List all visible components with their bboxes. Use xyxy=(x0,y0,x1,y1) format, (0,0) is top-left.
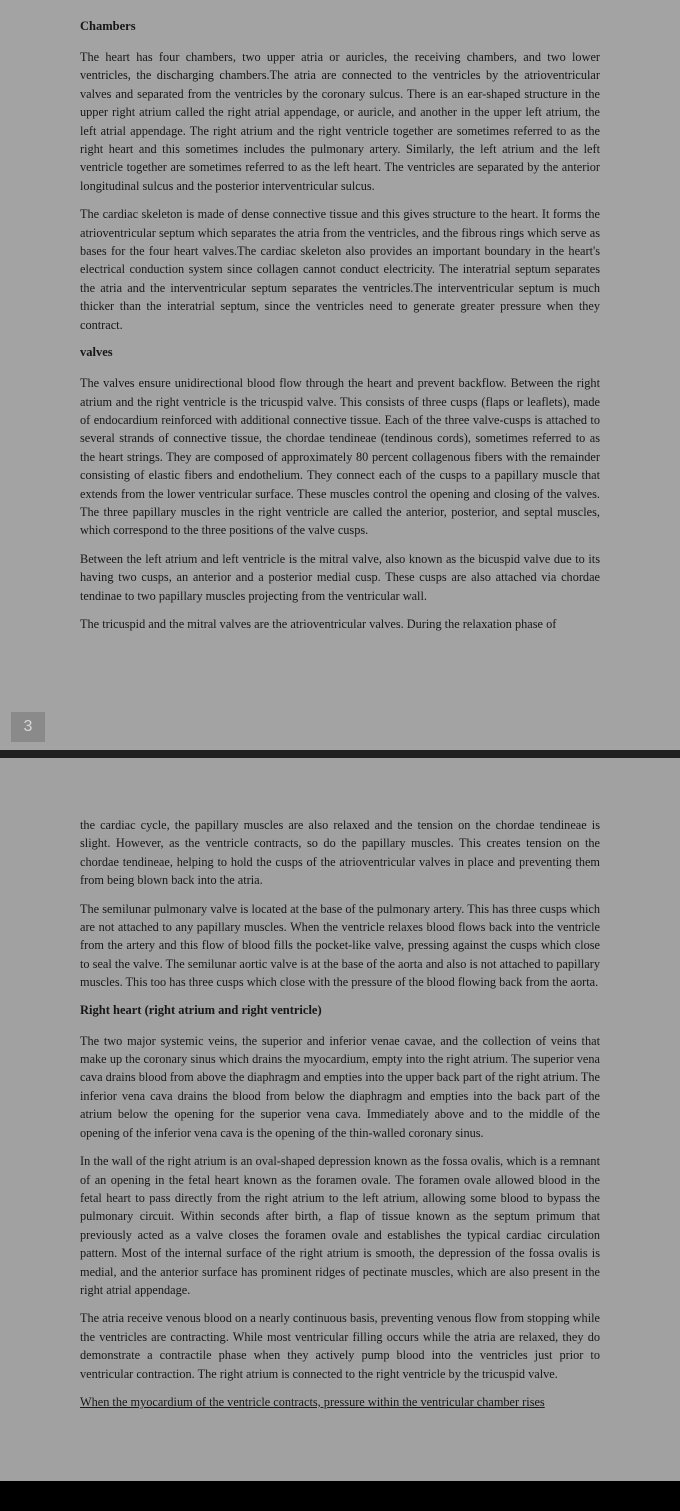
paragraph-cardiac-skeleton: The cardiac skeleton is made of dense connective tissue and this gives structure to the heart. It forms the atrioventricular septum which separates the atria from the ventricles, and the fibrous rings which serve as bases for the four heart valves.The cardiac skeleton also provides an important boundary in the heart's electrical conduction system since collagen cannot conduct electricity. The interatrial septum separates the atria and the interventricular septum separates the ventricles.The interventricular septum is much thicker than the interatrial septum, since the ventricles need to generate greater pressure when they contract. xyxy=(80,207,600,332)
paragraph-mitral-valve: Between the left atrium and left ventricle is the mitral valve, also known as the bicuspid valve due to its having two cusps, an anterior and a posterior medial cusp. These cusps are also attached via chordae tendinae to two papillary muscles projecting from the ventricular wall. xyxy=(80,551,600,603)
paragraph-semilunar-valves: The semilunar pulmonary valve is located at the base of the pulmonary artery. This has three cusps which are not attached to any papillary muscles. When the ventricle relaxes blood flows back into the ventricle from the artery and this flow of blood fills the pocket-like valve, pressing against the cusps which close to seal the valve. The semilunar aortic valve is at the base of the aorta and also is not attached to papillary muscles. This too has three cusps which close with the pressure of the blood flowing back from the aorta. xyxy=(80,901,600,990)
paragraph-cut-off: When the myocardium of the ventricle contracts, pressure within the ventricular chamber rises xyxy=(80,1394,545,1409)
paragraph-tricuspid-valve: The valves ensure unidirectional blood flow through the heart and prevent backflow. Between the right atrium and the right ventricle is the tricuspid valve. This consists of three cusps (flaps or leaflets), made of endocardium reinforced with additional connective tissue. Each of the three valve-cusps is attached to several strands of connective tissue, the chordae tendineae (tendinous cords), sometimes referred to as the heart strings. They are composed of approximately 80 percent collagenous fibers with the remainder consisting of elastic fibers and endothelium. They connect each of the cusps to a papillary muscle that extends from the lower ventricular surface. These muscles control the opening and closing of the valves. The three papillary muscles in the right ventricle are called the anterior, posterior, and septal muscles, which correspond to the three positions of the valve cusps. xyxy=(80,376,600,538)
page-divider xyxy=(0,750,680,758)
document-page-bottom xyxy=(0,758,680,1481)
heading-valves: valves xyxy=(80,345,113,360)
document-page-top xyxy=(0,0,680,750)
heading-chambers: Chambers xyxy=(80,19,136,33)
paragraph-atria-filling: The atria receive venous blood on a nearly continuous basis, preventing venous flow from stopping while the ventricles are contracting. While most ventricular filling occurs while the atria are relaxed, they do demonstrate a contractile phase when they actively pump blood into the ventricles just prior to ventricular contraction. The right atrium is connected to the right ventricle by the tricuspid valve. xyxy=(80,1311,600,1381)
heading-right-heart: Right heart (right atrium and right ventricle) xyxy=(80,1002,322,1017)
paragraph-fossa-ovalis: In the wall of the right atrium is an oval-shaped depression known as the fossa ovalis, which is a remnant of an opening in the fetal heart known as the foramen ovale. The foramen ovale allowed blood in the fetal heart to pass directly from the right atrium to the left atrium, allowing some blood to bypass the pulmonary circuit. Within seconds after birth, a flap of tissue known as the septum primum that previously acted as a valve closes the foramen ovale and establishes the typical cardiac circulation pattern. Most of the internal surface of the right atrium is smooth, the depression of the fossa ovalis is medial, and the anterior surface has prominent ridges of pectinate muscles, which are also present in the right atrial appendage. xyxy=(80,1154,600,1297)
paragraph-chambers: The heart has four chambers, two upper atria or auricles, the receiving chambers, and two lower ventricles, the discharging chambers.The atria are connected to the ventricles by the atrioventricular valves and separated from the ventricles by the coronary sulcus. There is an ear-shaped structure in the upper right atrium called the right atrial appendage, or auricle, and another in the upper left atrium, the left atrial appendage. The right atrium and the right ventricle together are sometimes referred to as the right heart and this sometimes includes the pulmonary artery. Similarly, the left atrium and the left ventricle together are sometimes referred to as the left heart. The ventricles are separated by the anterior longitudinal sulcus and the posterior interventricular sulcus. xyxy=(80,50,600,193)
paragraph-cardiac-cycle: the cardiac cycle, the papillary muscles are also relaxed and the tension on the chordae tendineae is slight. However, as the ventricle contracts, so do the papillary muscles. This creates tension on the chordae tendineae, helping to hold the cusps of the atrioventricular valves in place and preventing them from being blown back into the atria. xyxy=(80,818,600,888)
bottom-black-bar xyxy=(0,1481,680,1511)
page-number-badge: 3 xyxy=(11,712,45,742)
paragraph-systemic-veins: The two major systemic veins, the superior and inferior venae cavae, and the collection of veins that make up the coronary sinus which drains the myocardium, empty into the right atrium. The superior vena cava drains blood from above the diaphragm and empties into the upper back part of the right atrium. The inferior vena cava drains the blood from below the diaphragm and empties into the back part of the atrium below the opening for the superior vena cava. Immediately above and to the middle of the opening of the inferior vena cava is the opening of the thin-walled coronary sinus. xyxy=(80,1033,600,1140)
paragraph-av-valves: The tricuspid and the mitral valves are the atrioventricular valves. During the relaxation phase of xyxy=(80,616,557,631)
